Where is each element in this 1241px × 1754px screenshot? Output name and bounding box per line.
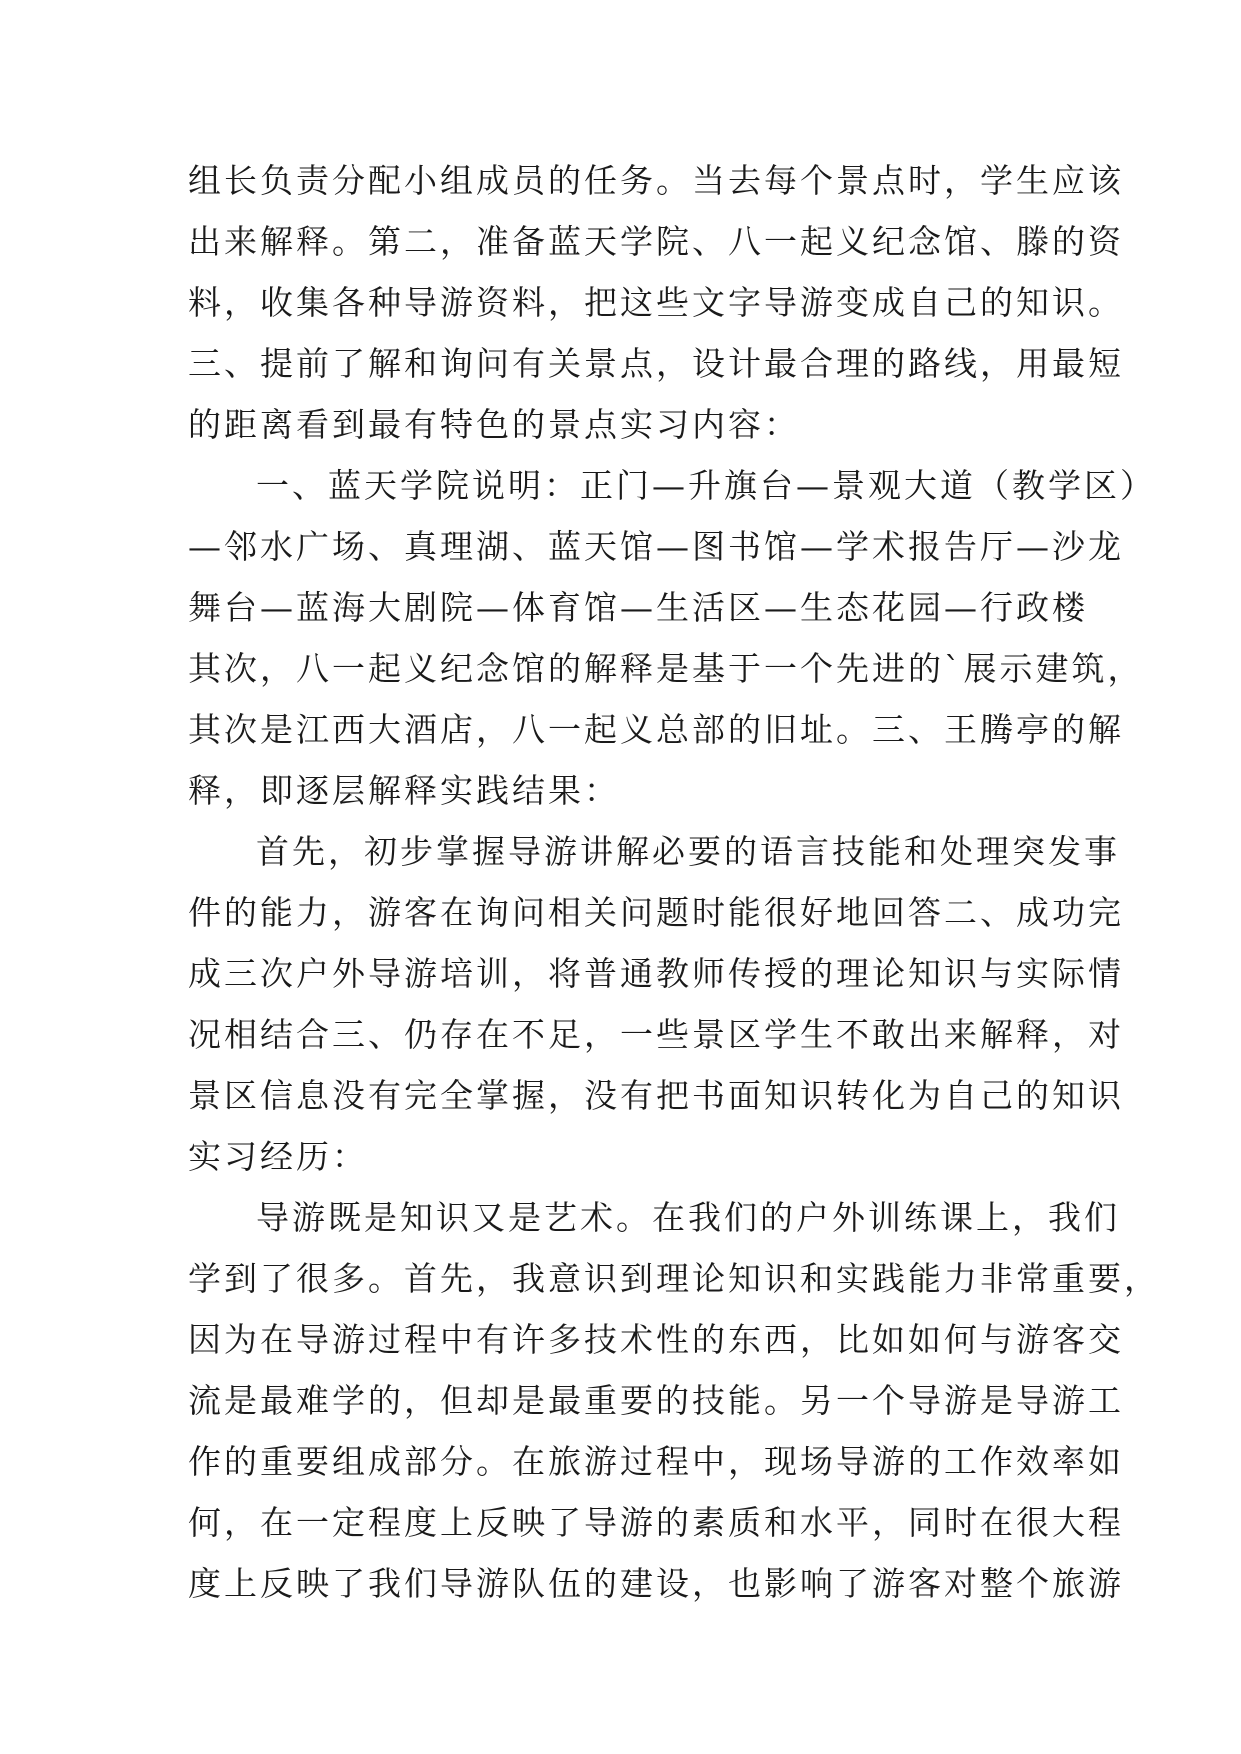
- text-line: 出来解释。第二，准备蓝天学院、八一起义纪念馆、滕的资: [188, 222, 1124, 261]
- text-line: 导游既是知识又是艺术。在我们的户外训练课上，我们: [256, 1198, 1120, 1237]
- text-line: 一、蓝天学院说明：正门—升旗台—景观大道（教学区）: [256, 466, 1156, 505]
- text-line: 的距离看到最有特色的景点实习内容：: [188, 405, 800, 444]
- text-line: 景区信息没有完全掌握，没有把书面知识转化为自己的知识: [188, 1076, 1124, 1115]
- text-line: 料，收集各种导游资料，把这些文字导游变成自己的知识。: [188, 283, 1124, 322]
- text-line: 舞台—蓝海大剧院—体育馆—生活区—生态花园—行政楼: [188, 588, 1088, 627]
- text-line: 流是最难学的，但却是最重要的技能。另一个导游是导游工: [188, 1381, 1124, 1420]
- text-line: 释，即逐层解释实践结果：: [188, 771, 620, 810]
- text-line: 因为在导游过程中有许多技术性的东西，比如如何与游客交: [188, 1320, 1124, 1359]
- text-line: 何，在一定程度上反映了导游的素质和水平，同时在很大程: [188, 1503, 1124, 1542]
- text-line: 学到了很多。首先，我意识到理论知识和实践能力非常重要，: [188, 1259, 1160, 1298]
- text-line: 度上反映了我们导游队伍的建设，也影响了游客对整个旅游: [188, 1564, 1124, 1603]
- document-body: [188, 150, 1160, 1614]
- text-line: 况相结合三、仍存在不足，一些景区学生不敢出来解释，对: [188, 1015, 1124, 1054]
- text-line: 组长负责分配小组成员的任务。当去每个景点时，学生应该: [188, 161, 1124, 200]
- text-line: 首先，初步掌握导游讲解必要的语言技能和处理突发事: [256, 832, 1120, 871]
- text-line: 件的能力，游客在询问相关问题时能很好地回答二、成功完: [188, 893, 1124, 932]
- text-line: 其次，八一起义纪念馆的解释是基于一个先进的`展示建筑，: [188, 649, 1144, 688]
- text-line: 作的重要组成部分。在旅游过程中，现场导游的工作效率如: [188, 1442, 1124, 1481]
- text-line: 其次是江西大酒店，八一起义总部的旧址。三、王腾亭的解: [188, 710, 1124, 749]
- text-line: 实习经历：: [188, 1137, 368, 1176]
- text-line: 成三次户外导游培训，将普通教师传授的理论知识与实际情: [188, 954, 1124, 993]
- text-line: 三、提前了解和询问有关景点，设计最合理的路线，用最短: [188, 344, 1124, 383]
- text-line: —邻水广场、真理湖、蓝天馆—图书馆—学术报告厅—沙龙: [188, 527, 1124, 566]
